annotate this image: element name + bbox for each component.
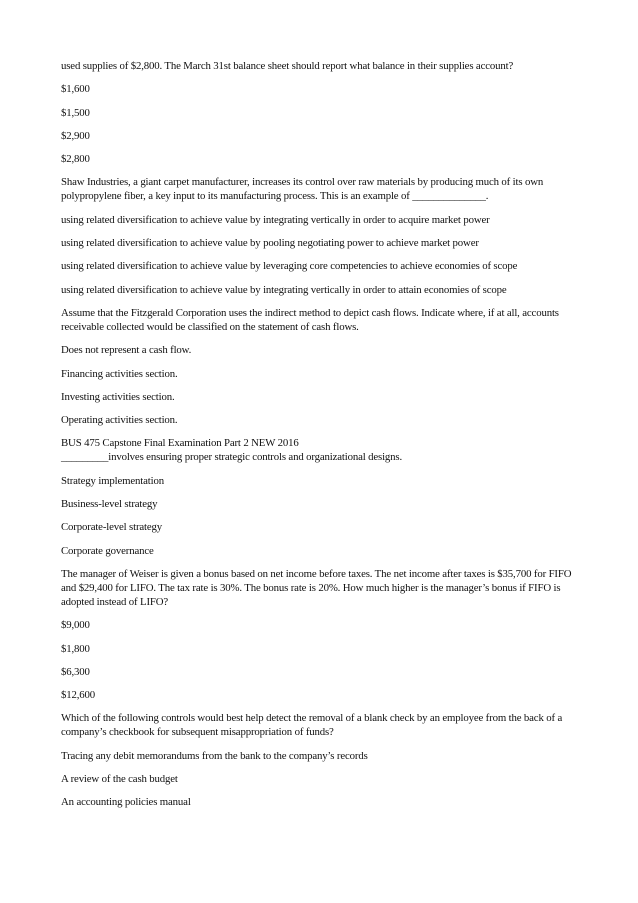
answer-option: Corporate governance — [61, 544, 154, 557]
answer-option: using related diversification to achieve value by integrating vertically in order to attain economies of scope — [61, 283, 507, 296]
answer-option: Tracing any debit memorandums from the bank to the company’s records — [61, 749, 368, 762]
answer-option: using related diversification to achieve value by integrating vertically in order to acquire market power — [61, 213, 490, 226]
answer-option: $1,500 — [61, 106, 90, 119]
document-page — [61, 59, 581, 819]
answer-option: $9,000 — [61, 619, 90, 632]
answer-option: using related diversification to achieve value by pooling negotiating power to achieve market power — [61, 237, 479, 250]
answer-option: A review of the cash budget — [61, 773, 178, 786]
answer-option: $12,600 — [61, 689, 96, 702]
answer-option: Investing activities section. — [61, 390, 175, 403]
question-text-checkbook: Which of the following controls would best help detect the removal of a blank check by an employee from the back of a company’s checkbook for subsequent misappropriation of funds? — [61, 712, 563, 739]
question-text-fitzgerald: Assume that the Fitzgerald Corporation uses the indirect method to depict cash flows. Indicate where, if at all, accounts receivable collected would be classified on the statement of cash flows. — [61, 306, 559, 333]
answer-option: $1,800 — [61, 642, 90, 655]
answer-option: $6,300 — [61, 665, 90, 678]
question-text-supplies: used supplies of $2,800. The March 31st balance sheet should report what balance in their supplies account? — [61, 60, 514, 72]
answer-option: $1,600 — [61, 83, 90, 96]
answer-option: $2,800 — [61, 153, 90, 166]
section-heading: BUS 475 Capstone Final Examination Part 2 NEW 2016 — [61, 437, 299, 450]
answer-option: $2,900 — [61, 129, 90, 142]
answer-option: Strategy implementation — [61, 474, 164, 487]
answer-option: Financing activities section. — [61, 367, 178, 380]
question-text-shaw: Shaw Industries, a giant carpet manufacturer, increases its control over raw materials by producing much of its own polypropylene fiber, a key input to its manufacturing process. This is an example of ______________. — [61, 176, 544, 203]
answer-option: Corporate-level strategy — [61, 521, 163, 534]
answer-option: using related diversification to achieve value by leveraging core competencies to achieve economies of scope — [61, 260, 518, 273]
answer-option: An accounting policies manual — [61, 796, 191, 809]
answer-option: Operating activities section. — [61, 414, 178, 427]
answer-option: Does not represent a cash flow. — [61, 344, 192, 357]
question-text-strategy: _________involves ensuring proper strategic controls and organizational designs. — [61, 451, 403, 464]
answer-option: Business-level strategy — [61, 498, 158, 511]
question-text-weiser: The manager of Weiser is given a bonus based on net income before taxes. The net income after taxes is $35,700 for FIFO and $29,400 for LIFO. The tax rate is 30%. The bonus rate is 20%. How much higher is the manager’s bonus if FIFO is adopted instead of LIFO? — [61, 567, 572, 608]
